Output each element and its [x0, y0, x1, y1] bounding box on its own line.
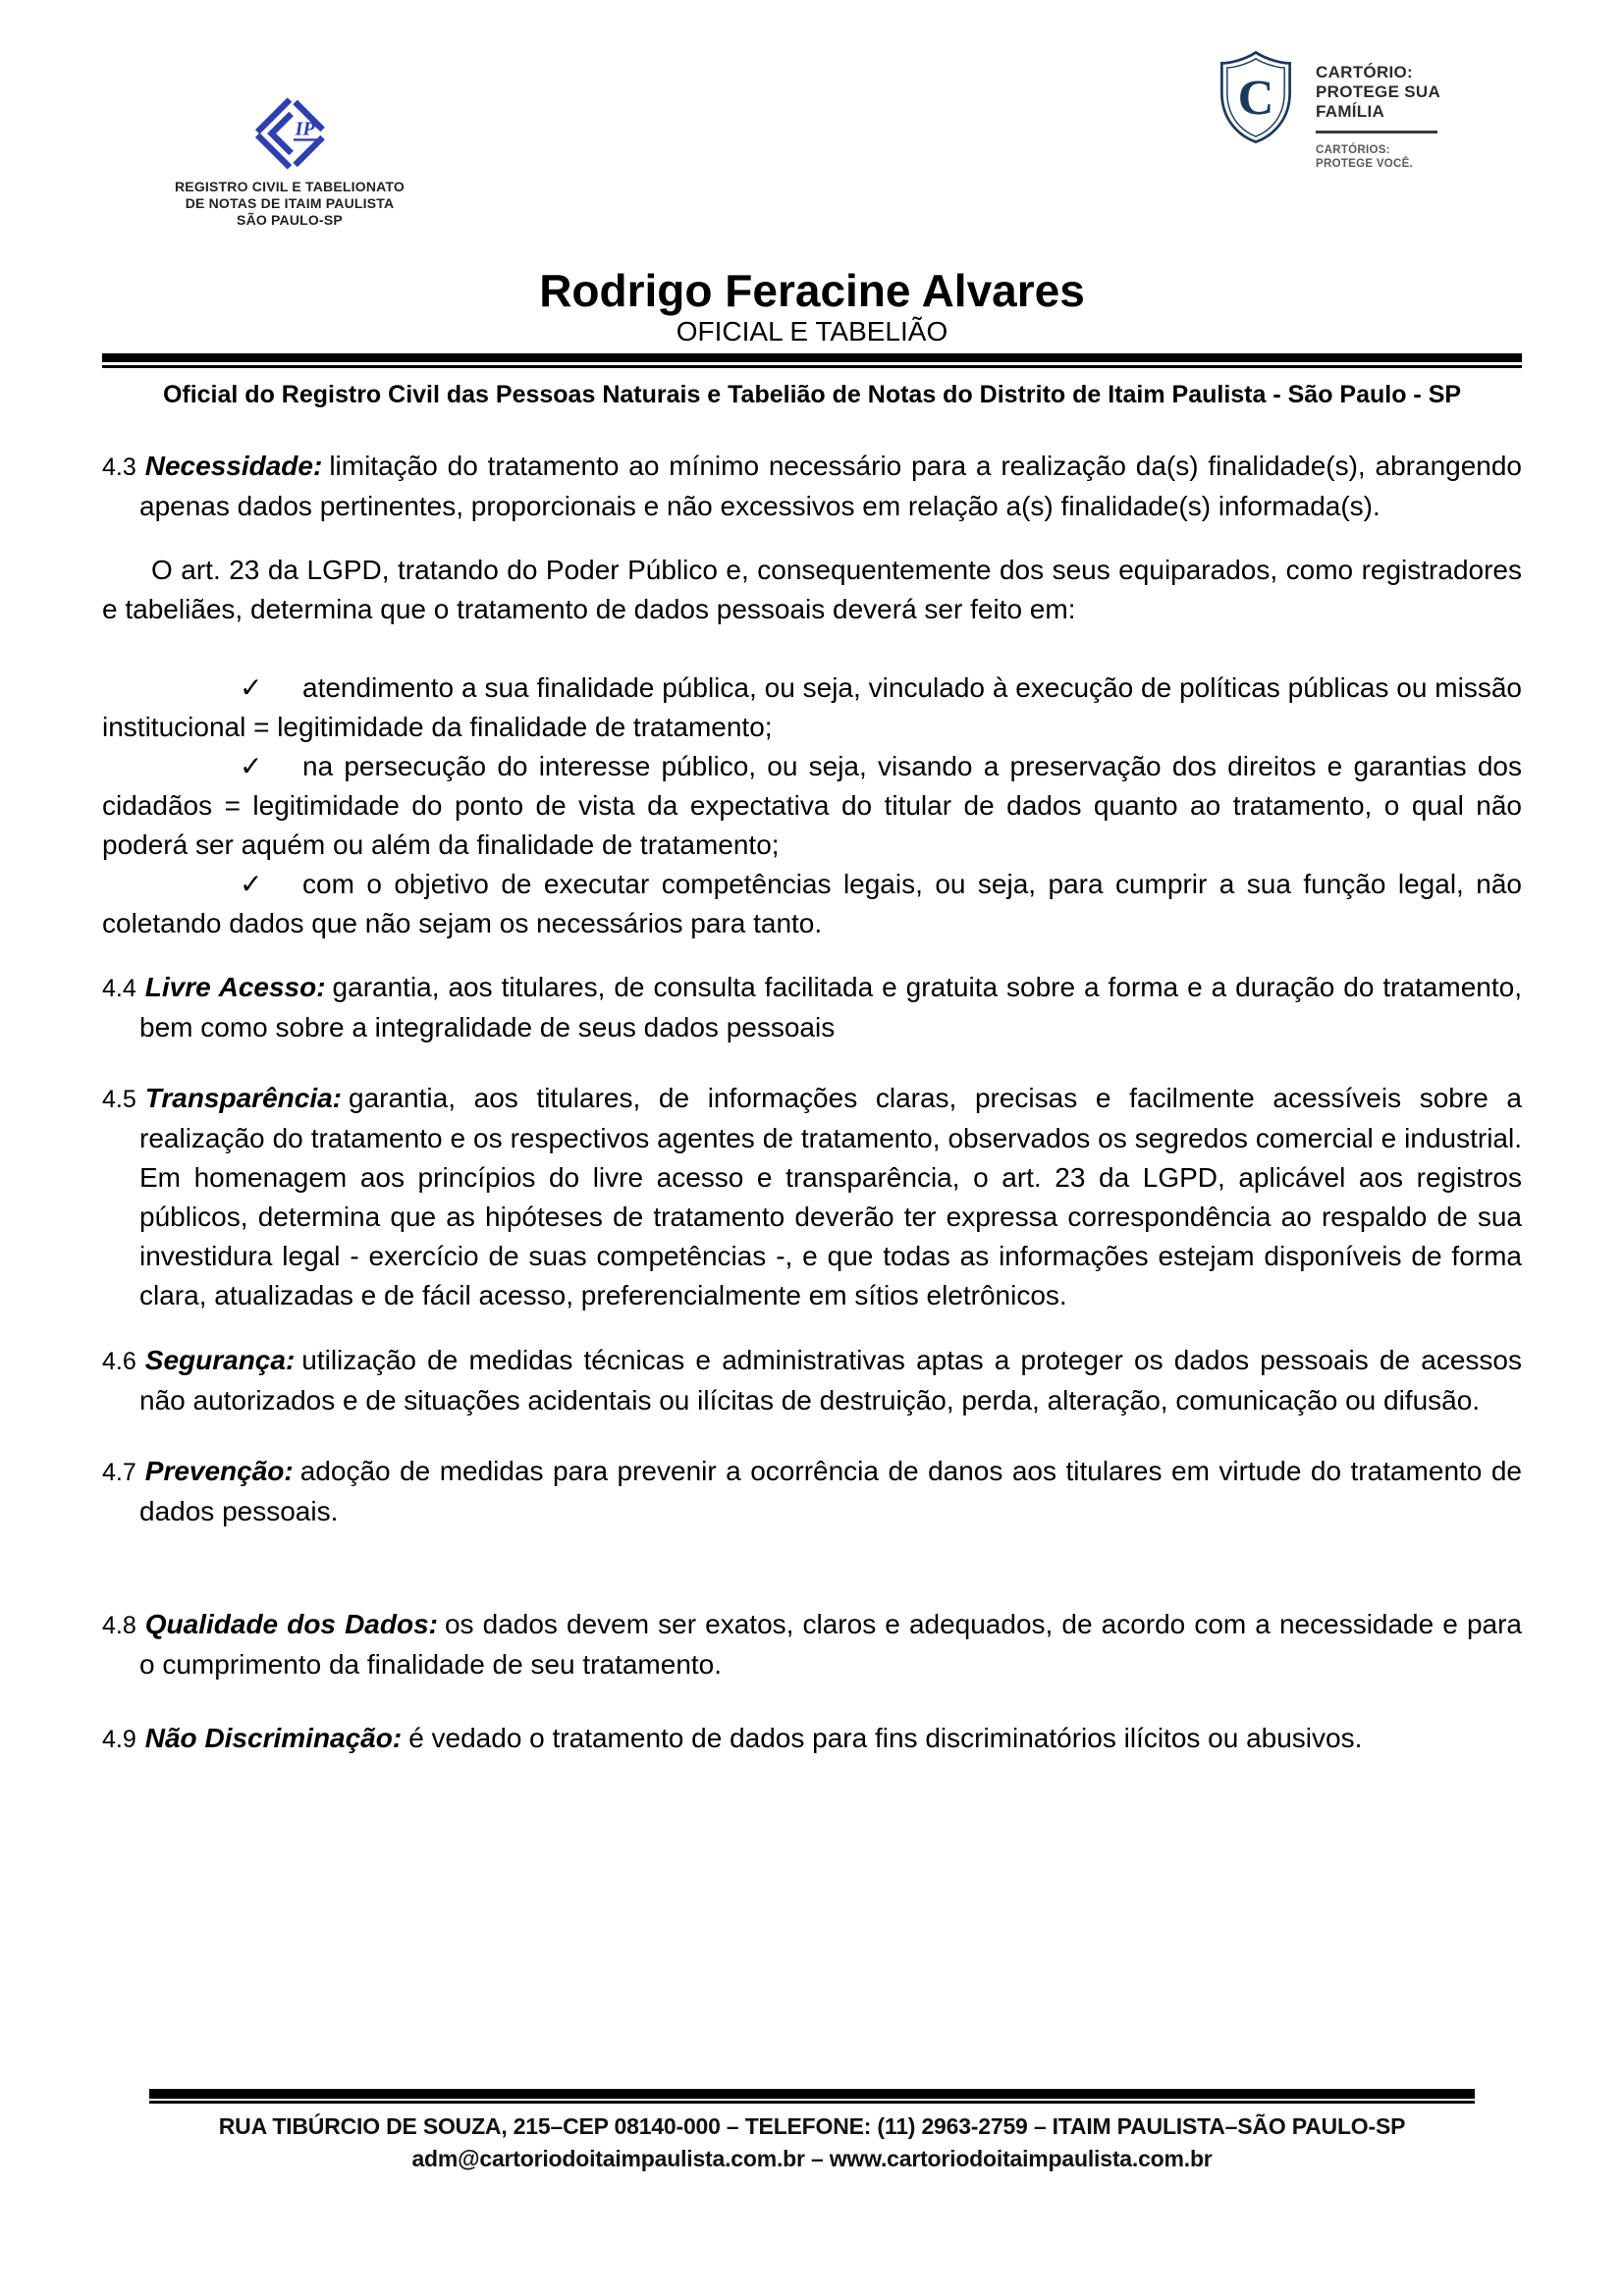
clause-number: 4.5 [102, 1086, 136, 1113]
right-logo-title-line: CARTÓRIO: [1316, 63, 1414, 81]
check-icon: ✓ [240, 672, 263, 703]
clause-4-7 [102, 1452, 1522, 1531]
masthead [0, 267, 1624, 409]
clause-text: os dados devem ser exatos, claros e adequados, de acordo com a necessidade e para o cumprimento da finalidade de seu tratamento. [139, 1609, 1522, 1680]
svg-text:C: C [1237, 71, 1274, 127]
clause-label: Necessidade: [144, 451, 323, 481]
page-footer [149, 2089, 1475, 2175]
footer-rule [149, 2089, 1475, 2099]
svg-text:IP: IP [295, 118, 315, 140]
clause-4-9 [102, 1719, 1522, 1759]
clause-number: 4.6 [102, 1348, 136, 1375]
clause-4-4 [102, 968, 1522, 1047]
clause-4-8 [102, 1605, 1522, 1684]
check-bullet-list [102, 668, 1522, 943]
bullet-text: com o objetivo de executar competências legais, ou seja, para cumprir a sua função legal, não coletando dados que não sejam os necessários para tanto. [102, 869, 1522, 938]
left-logo-line: DE NOTAS DE ITAIM PAULISTA [185, 195, 395, 211]
left-logo-line: REGISTRO CIVIL E TABELIONATO [174, 179, 406, 194]
clause-text: garantia, aos titulares, de informações claras, precisas e facilmente acessíveis sobre a realização do tratamento e os respectivos agentes de tratamento, observados os segredos comercial e industrial. Em homenagem aos princípios do livre acesso e transparência, o art. 23 da LGPD, aplicável aos registros públicos, determina que as hipóteses de tratamento deverão ter expressa correspondência ao respaldo de sua investidura legal - exercício de suas competências -, e que todas as informações estejam disponíveis de forma clara, atualizadas e de fácil acesso, preferencialmente em sítios eletrônicos. [139, 1083, 1522, 1310]
clause-text: limitação do tratamento ao mínimo necessário para a realização da(s) finalidade(s), abrangendo apenas dados pertinentes, proporcionais e não excessivos em relação a(s) finalidade(s) informada(s). [139, 451, 1522, 521]
clause-4-5 [102, 1079, 1522, 1315]
bullet-text: na persecução do interesse público, ou seja, visando a preservação dos direitos e garantias dos cidadãos = legitimidade do ponto de vista da expectativa do titular de dados quanto ao tratamento, o qual não poderá ser aquém ou além da finalidade de tratamento; [102, 751, 1522, 860]
clause-number: 4.7 [102, 1459, 136, 1486]
clause-number: 4.4 [102, 975, 136, 1002]
check-bullet-item [102, 747, 1522, 865]
clause-text: utilização de medidas técnicas e administrativas aptas a proteger os dados pessoais de acessos não autorizados e de situações acidentais ou ilícitas de destruição, perda, alteração, comunicação ou difusão. [139, 1345, 1522, 1415]
clause-label: Livre Acesso: [144, 972, 326, 1002]
clause-text: é vedado o tratamento de dados para fins discriminatórios ilícitos ou abusivos. [408, 1723, 1363, 1753]
right-logo-sub-line: CARTÓRIOS: [1316, 144, 1390, 156]
check-bullet-item [102, 865, 1522, 943]
document-body [102, 447, 1522, 1759]
clause-number: 4.3 [102, 454, 136, 481]
right-logo-title-line: PROTEGE SUA [1316, 82, 1441, 101]
clause-number: 4.8 [102, 1612, 136, 1639]
footer-contacts: adm@cartoriodoitaimpaulista.com.br – www.cartoriodoitaimpaulista.com.br [411, 2146, 1213, 2171]
footer-address: RUA TIBÚRCIO DE SOUZA, 215–CEP 08140-000 – TELEFONE: (11) 2963-2759 – ITAIM PAULISTA–SÃO PAULO-SP [218, 2113, 1406, 2139]
right-logo-sub-line: PROTEGE VOCÊ. [1316, 158, 1414, 170]
office-subtitle: Oficial do Registro Civil das Pessoas Naturais e Tabelião de Notas do Distrito de Itaim Paulista - São Paulo - SP [162, 381, 1462, 408]
officer-role: OFICIAL E TABELIÃO [676, 316, 948, 347]
clause-text: garantia, aos titulares, de consulta facilitada e gratuita sobre a forma e a duração do tratamento, bem como sobre a integralidade de seus dados pessoais [139, 972, 1522, 1042]
clause-label: Não Discriminação: [144, 1723, 403, 1753]
officer-name-title: Rodrigo Feracine Alvares [539, 265, 1085, 316]
paragraph-art23: O art. 23 da LGPD, tratando do Poder Público e, consequentemente dos seus equiparados, como registradores e tabeliães, determina que o tratamento de dados pessoais deverá ser feito em: [102, 555, 1522, 624]
cip-diamond-icon [250, 94, 329, 173]
right-logo-divider [1316, 131, 1437, 133]
clause-label: Qualidade dos Dados: [144, 1609, 438, 1639]
left-logo-block [167, 94, 412, 229]
clause-4-6 [102, 1341, 1522, 1420]
right-logo-block [1216, 47, 1440, 171]
clause-label: Transparência: [144, 1083, 343, 1113]
header-rule [102, 353, 1522, 368]
left-logo-line: SÃO PAULO-SP [237, 212, 343, 228]
clause-label: Prevenção: [144, 1456, 294, 1486]
check-icon: ✓ [240, 751, 263, 781]
check-icon: ✓ [240, 869, 263, 899]
clause-text: adoção de medidas para prevenir a ocorrência de danos aos titulares em virtude do tratamento de dados pessoais. [139, 1456, 1522, 1526]
bullet-text: atendimento a sua finalidade pública, ou seja, vinculado à execução de políticas públicas ou missão institucional = legitimidade da finalidade de tratamento; [102, 672, 1522, 742]
clause-4-3 [102, 447, 1522, 526]
check-bullet-item [102, 668, 1522, 747]
shield-c-icon [1216, 47, 1296, 147]
clause-label: Segurança: [144, 1345, 296, 1375]
right-logo-title-line: FAMÍLIA [1316, 102, 1385, 121]
footer-rule-thin [149, 2101, 1475, 2104]
clause-number: 4.9 [102, 1726, 136, 1753]
